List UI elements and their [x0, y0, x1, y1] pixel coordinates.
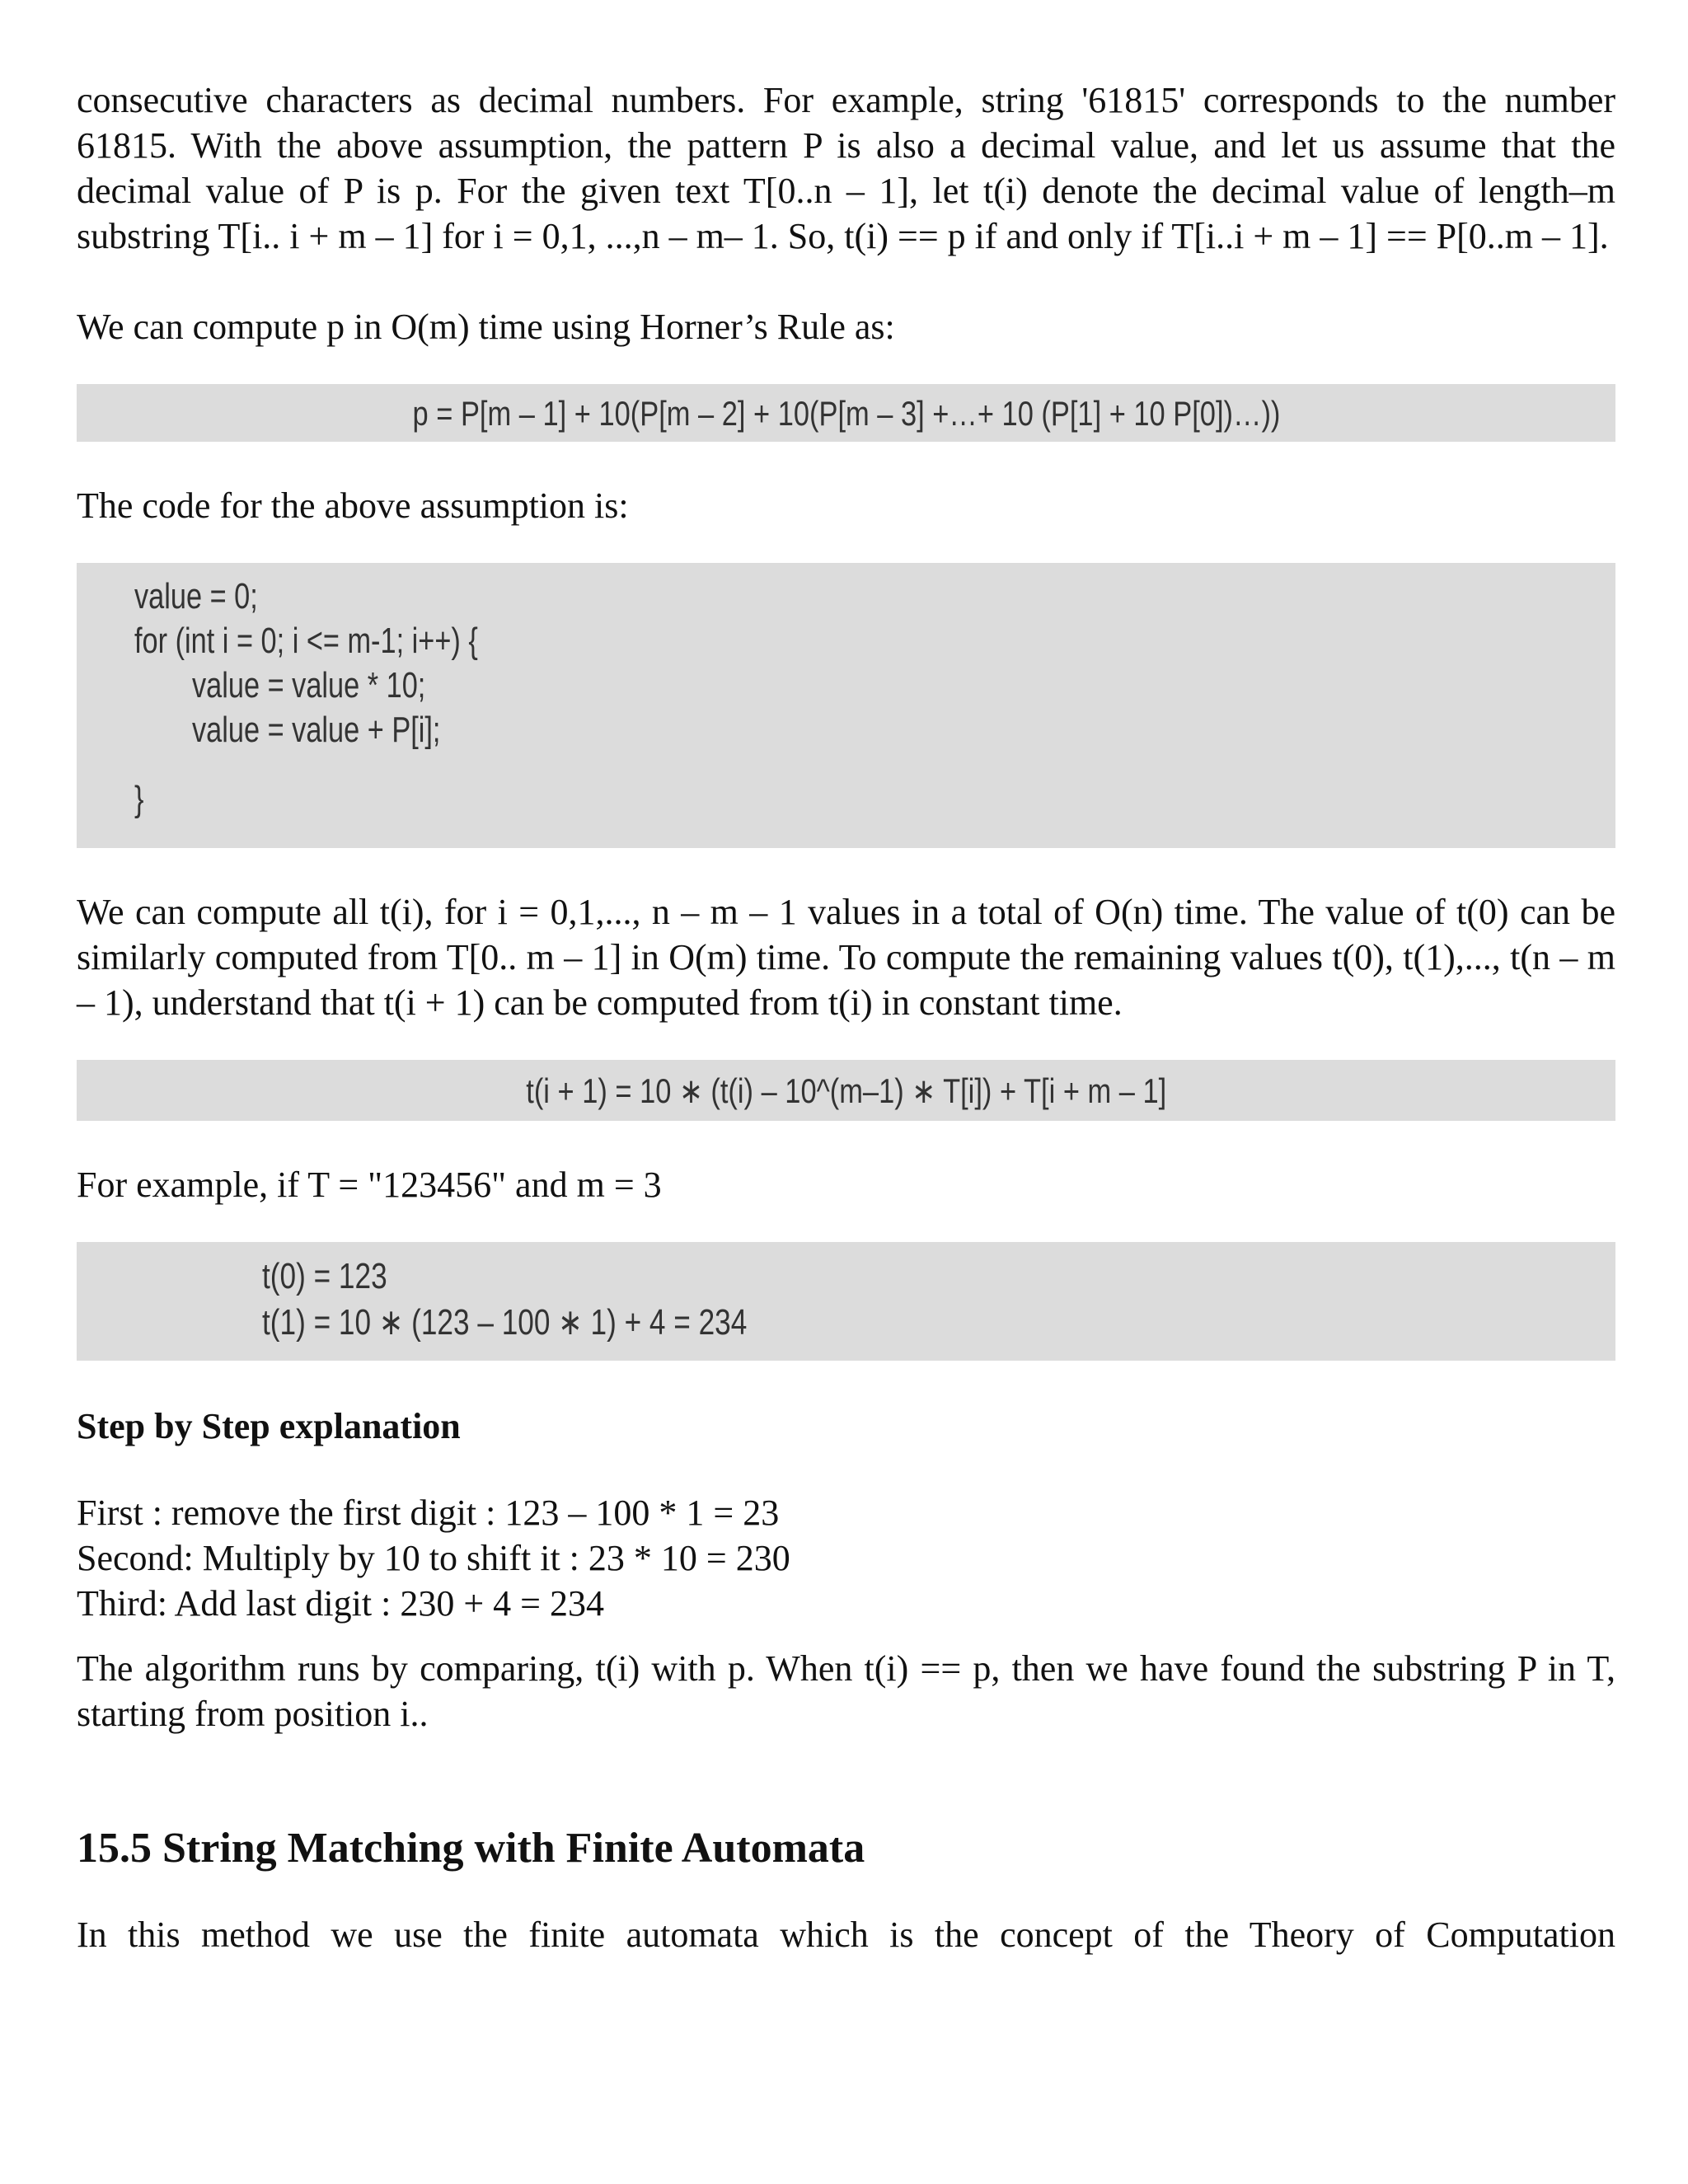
section-paragraph: In this method we use the finite automata which is the concept of the Theory of Computation [77, 1915, 1615, 1955]
example-lead: For example, if T = "123456" and m = 3 [77, 1165, 662, 1205]
example-line: t(0) = 123 [262, 1256, 387, 1296]
step-line: Third: Add last digit : 230 + 4 = 234 [77, 1583, 604, 1624]
conclusion-paragraph: The algorithm runs by comparing, t(i) with p. When t(i) == p, then we have found the substring P in T, starting from position i.. [77, 1648, 1615, 1734]
section-title: 15.5 String Matching with Finite Automata [77, 1825, 865, 1872]
code-block [77, 563, 1615, 848]
code-line: value = value + P[i]; [192, 710, 441, 750]
horner-lead: We can compute p in O(m) time using Horner’s Rule as: [77, 307, 895, 347]
intro-paragraph: consecutive characters as decimal numbers. For example, string '61815' corresponds to the number 61815. With the above assumption, the pattern P is also a decimal value, and let us assume that the decimal value of P is p. For the given text T[0..n – 1], let t(i) denote the decimal value of length–m substring T[i.. i + m – 1] for i = 0,1, ...,n – m– 1. So, t(i) == p if and only if T[i..i + m – 1] == P[0..m – 1]. [77, 80, 1615, 256]
horner-equation-box [77, 384, 1615, 442]
code-line: value = 0; [134, 576, 258, 616]
code-line: for (int i = 0; i <= m-1; i++) { [134, 621, 478, 661]
rolling-equation: t(i + 1) = 10 ∗ (t(i) – 10^(m–1) ∗ T[i]) + T[i + m – 1] [526, 1071, 1166, 1110]
horner-equation: p = P[m – 1] + 10(P[m – 2] + 10(P[m – 3] +…+ 10 (P[1] + 10 P[0])…)) [412, 393, 1280, 433]
steps-heading: Step by Step explanation [77, 1406, 461, 1446]
code-line: } [134, 779, 144, 819]
steps-list [77, 1490, 1615, 1626]
step-line: Second: Multiply by 10 to shift it : 23 * 10 = 230 [77, 1538, 790, 1578]
rolling-paragraph: We can compute all t(i), for i = 0,1,..., n – m – 1 values in a total of O(n) time. The value of t(0) can be similarly computed from T[0.. m – 1] in O(m) time. To compute the remaining values t(0), t(1),..., t(n – m – 1), understand that t(i + 1) can be computed from t(i) in constant time. [77, 892, 1615, 1023]
page-content [77, 77, 1615, 1957]
code-lead: The code for the above assumption is: [77, 485, 629, 526]
code-line: value = value * 10; [192, 665, 426, 705]
rolling-equation-box [77, 1060, 1615, 1121]
example-box [77, 1242, 1615, 1361]
step-line: First : remove the first digit : 123 – 100 * 1 = 23 [77, 1493, 780, 1533]
example-line: t(1) = 10 ∗ (123 – 100 ∗ 1) + 4 = 234 [262, 1302, 748, 1343]
